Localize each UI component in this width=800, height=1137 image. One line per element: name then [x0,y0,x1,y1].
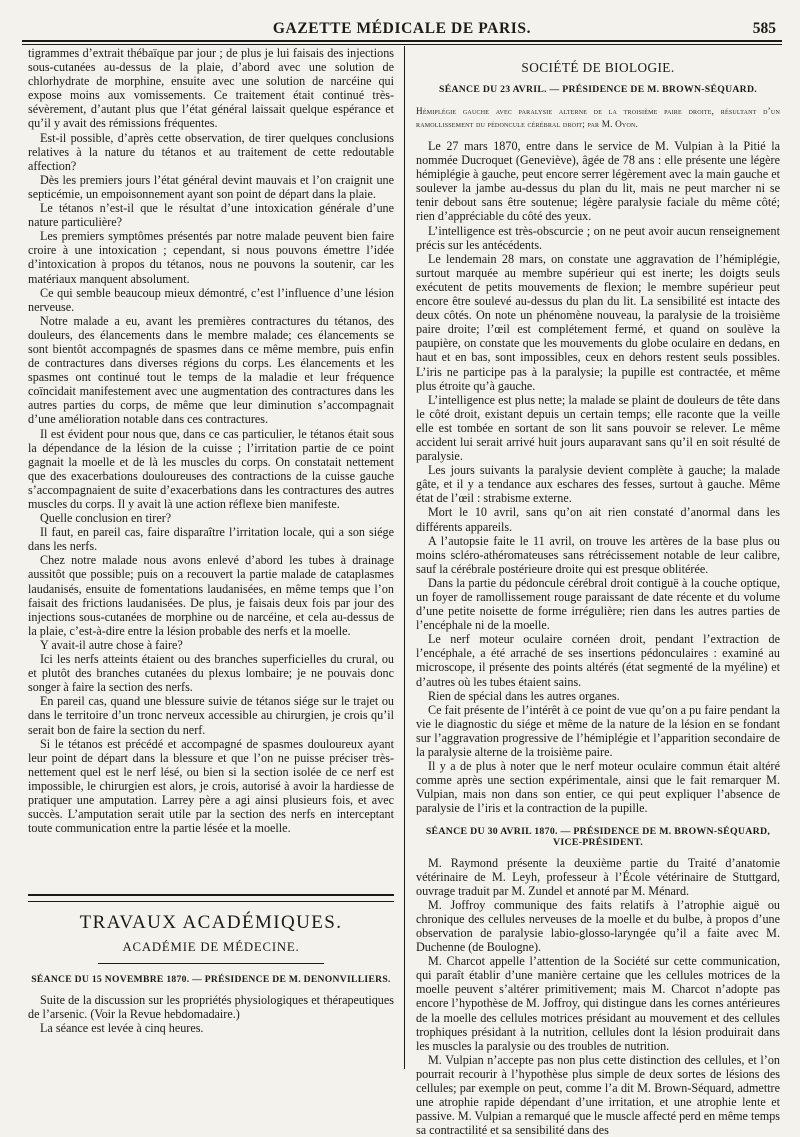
header-rule [22,40,782,45]
academie-section [28,912,394,1035]
paragraph: L’intelligence est très-obscurcie ; on ne peut avoir aucun renseignement précis sur les antécédents. [416,223,780,252]
session-heading: SÉANCE DU 23 AVRIL. — PRÉSIDENCE DE M. BROWN-SÉQUARD. [439,84,757,95]
right-column [416,46,780,1137]
section-title: TRAVAUX ACADÉMIQUES. [79,912,343,933]
paragraph: Quelle conclusion en tirer? [40,511,172,526]
paragraph: Il est évident pour nous que, dans ce cas particulier, le tétanos était sous la dépendance de la lésion de la cuisse ; l’irritation partie de ce point gagnait la moelle et de là les muscles du corps. On constatait nettement que des exacerbations douloureuses des contractions de la cuisse gauche s’accompagnaient de suite d’exacerbations dans les contractures des autres muscles du corps. Il y avait là une action réflexe bien manifeste. [28,426,394,511]
paragraph: Le 27 mars 1870, entre dans le service de M. Vulpian à la Pitié la nommée Ducroquet (Geneviève), âgée de 78 ans : elle présente une légère hémiplégie à gauche, peut encore serrer légèrement avec la main gauche et soulever la jambe au-dessus du plan du lit, mais ne peut marcher ni se tenir debout sans être soutenue; légère paralysie faciale du même côté; rien d’appréciable du côté des yeux. [416,139,780,224]
paragraph: La séance est levée à cinq heures. [40,1021,204,1036]
paragraph: M. Charcot appelle l’attention de la Société sur cette communication, qui paraît établir d’une manière certaine que les cellules motrices de la moelle peuvent s’altérer primitivement; mais M. Charcot n’adopte pas encore l’hypothèse de M. Joffroy, qui distingue dans les cornes antérieures de la moelle des cellules motrices présidant au mouvement et des cellules trophiques présidant à la nutrition, cellules dont la lésion produirait dans les muscles la paralysie ou des troubles de nutrition. [416,954,780,1053]
paragraph: Est-il possible, d’après cette observation, de tirer quelques conclusions relatives à la nature du tétanos et au traitement de cette redoutable affection? [28,130,394,173]
paragraph: Chez notre malade nous avons enlevé d’abord les tubes à drainage aussitôt que possible; puis on a recouvert la partie malade de cataplasmes laudanisés, ensuite de fomentations laudanisées, en même temps que l’on faisait des frictions laudanisées. De plus, je faisais deux fois par jour des injections sous-cutanées de morphine ou de narcéine, et cela au-dessus de la plaie, c’est-à-dire entre la lésion probable des nerfs et la moelle. [28,553,394,638]
paragraph: L’intelligence est plus nette; la malade se plaint de douleurs de tête dans le côté droit, existant depuis un certain temps; elle raconte que la veille elle est tombée en sortant de son lit sans pouvoir se relever. Le même accident lui serait arrivé huit jours auparavant sans qu’il en soit résulté de paralysie. [416,392,780,464]
paragraph: Ce qui semble beaucoup mieux démontré, c’est l’influence d’une lésion nerveuse. [28,285,394,314]
page-number: 585 [752,20,776,37]
journal-title: GAZETTE MÉDICALE DE PARIS. [272,20,532,37]
paragraph: Rien de spécial dans les autres organes. [428,688,620,703]
paragraph: Dans la partie du pédoncule cérébral droit contiguë à la couche optique, un foyer de ramollissement rouge paraissant de date récente et du volume d’une petite noisette de forme irrégulière; rien dans les autres parties de l’encéphale ni de la moelle. [416,575,780,633]
paragraph: Il y a de plus à noter que le nerf moteur oculaire commun était altéré comme après une section expérimentale, ainsi que le fait remarquer M. Vulpian, mais non dans son entier, ce qui peut expliquer l’absence de paralysie de l’iris et la contraction de la pupille. [416,759,780,816]
paragraph: Il faut, en pareil cas, faire disparaître l’irritation locale, qui a son siége dans les nerfs. [28,525,394,554]
article-title: Hémiplégie gauche avec paralysie alterne de la troisième paire droite, résultant d’un ramollissement du pédoncule cérébral droit; par M. Oyon. [416,106,780,129]
paragraph: Suite de la discussion sur les propriétés physiologiques et thérapeutiques de l’arsenic. (Voir la Revue hebdomadaire.) [28,993,394,1022]
session-heading: SÉANCE DU 30 AVRIL 1870. — PRÉSIDENCE DE M. BROWN-SÉQUARD, VICE-PRÉSIDENT. [425,825,771,848]
paragraph: Les jours suivants la paralysie devient complète à gauche; la malade gâte, et il y a tendance aux eschares des fesses, surtout à gauche. Même état de l’œil : strabisme externe. [416,463,780,506]
paragraph: Le nerf moteur oculaire cornéen droit, pendant l’extraction de l’encéphale, a été arraché de ses insertions pédonculaires : examiné au microscope, il présente des points altérés (état segmenté de la myéline) et d’autres où les tubes étaient sains. [416,632,780,689]
paragraph: Ici les nerfs atteints étaient ou des branches superficielles du crural, ou et plutôt des branches cutanées du plexus lombaire; je ne pouvais donc songer à faire la section des nerfs. [28,652,394,695]
paragraph: M. Joffroy communique des faits relatifs à l’atrophie aiguë ou chronique des cellules nerveuses de la moelle et du bulbe, à propos d’une observation de paralysie labio-glosso-laryngée qu’il a faite avec M. Duchenne (de Boulogne). [416,897,780,955]
paragraph: M. Raymond présente la deuxième partie du Traité d’anatomie vétérinaire de M. Leyh, professeur à l’École vétérinaire de Stuttgard, ouvrage traduit par M. Zundel et annoté par M. Ménard. [416,855,780,898]
paragraph: M. Vulpian n’accepte pas non plus cette distinction des cellules, et l’on pourrait recourir à l’hypothèse plus simple de deux sortes de lésions des cellules; par exemple on peut, comme l’a dit M. Brown-Séquard, admettre une atrophie rapide dépendant d’une irritation, et une atrophie lente et passive. M. Vulpian a remarqué que le muscle affecté perd en même temps sa contractilité et sa sensibilité dans des [416,1052,780,1137]
session-heading: SÉANCE DU 15 NOVEMBRE 1870. — PRÉSIDENCE DE M. DENONVILLIERS. [31,974,391,985]
paragraph: Le lendemain 28 mars, on constate une aggravation de l’hémiplégie, surtout marquée au membre supérieur qui est inerte; les doigts seuls exécutent de petits mouvements de flexion; le membre supérieur peut encore être soulevé au-dessus du plan du lit. La sensibilité est intacte des deux côtés. On note un phénomène nouveau, la paralysie de la troisième paire droite; l’œil est complétement fermé, et quand on soulève la paupière, on constate que les mouvements du globe oculaire en dedans, en haut et en bas, sont impossibles, ceux en dehors restent seuls possibles. L’iris ne participe pas à la paralysie; la pupille est contractée, et même plus étroite qu’à gauche. [416,251,780,393]
paragraph: Notre malade a eu, avant les premières contractures du tétanos, des douleurs, des élancements dans le membre malade; ces élancements se sont bientôt accompagnés de spasmes dans ce même membre, puis enfin de contractures dans diverses régions du corps. Les élancements et les spasmes ont continué tout le temps de la maladie et leur fréquence coïncidait manifestement avec une augmentation des contractures dans les autres parties du corps, de même que leur diminution s’accompagnait d’une amélioration notable dans ces contractures. [28,313,394,427]
page-header [22,14,782,42]
paragraph: Le tétanos n’est-il que le résultat d’une intoxication générale d’une nature particulière? [28,201,394,230]
section-separator [28,894,394,902]
section-subtitle: ACADÉMIE DE MÉDECINE. [122,940,300,954]
paragraph: Y avait-il autre chose à faire? [40,637,183,652]
section-title: SOCIÉTÉ DE BIOLOGIE. [521,60,675,75]
paragraph: Les premiers symptômes présentés par notre malade peuvent bien faire croire à une intoxication ; cependant, si nous pouvons émettre l’idée d’intoxication à propos du tétanos, nous ne pouvons la soutenir, car les matériaux manquent absolument. [28,229,394,286]
paragraph: En pareil cas, quand une blessure suivie de tétanos siége sur le trajet ou dans le territoire d’un tronc nerveux accessible au chirurgien, je crois qu’il serait bon de faire la section du nerf. [28,694,394,737]
divider [98,963,324,964]
paragraph: Ce fait présente de l’intérêt à ce point de vue qu’on a pu faire pendant la vie le diagnostic du siége et même de la nature de la lésion en se fondant sur l’aggravation progressive de l’hémiplégie et l’apparition secondaire de la paralysie alterne de la troisième paire. [416,702,780,760]
paragraph: Dès les premiers jours l’état général devint mauvais et l’on craignit une septicémie, un empoisonnement ayant son point de départ dans la plaie. [28,172,394,201]
column-divider [404,46,405,1069]
left-column [28,46,394,884]
paragraph: Mort le 10 avril, sans qu’on ait rien constaté d’anormal dans les différents appareils. [416,505,780,534]
paragraph: tigrammes d’extrait thébaïque par jour ; de plus je lui faisais des injections sous-cutanées au-dessus de la plaie, d’abord avec une solution de chlorhydrate de morphine, ensuite avec une solution de narcéine qui expose moins aux vomissements. Ce traitement était continué très-sévèrement, d’autant plus que l’état général laissait quelque espérance et qu’il y avait des rémissions fréquentes. [28,46,394,131]
paragraph: A l’autopsie faite le 11 avril, on trouve les artères de la base plus ou moins scléro-athéromateuses sans rétrécissement notable de leur calibre, sauf la cérébrale postérieure droite qui est presque oblitérée. [416,533,780,576]
paragraph: Si le tétanos est précédé et accompagné de spasmes douloureux ayant leur point de départ dans la blessure et que l’on ne puisse préciser très-nettement quel est le nerf lésé, ou bien si la section isolée de ce nerf est impossible, le chirurgien est alors, je crois, autorisé à avoir la hardiesse de pratiquer une amputation. Larrey père a agi ainsi plusieurs fois, et avec succès. L’amputation serait utile par la section des nerfs en interceptant toute communication entre la partie lésée et la moelle. [28,736,394,836]
